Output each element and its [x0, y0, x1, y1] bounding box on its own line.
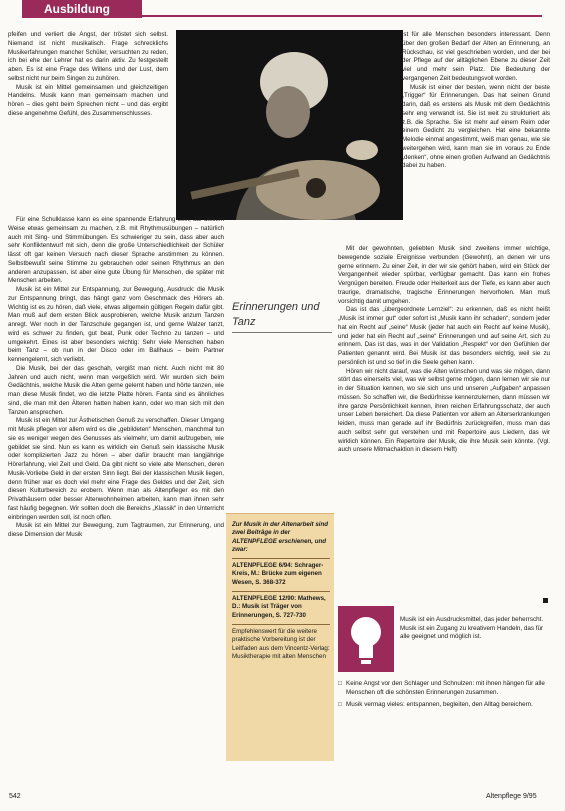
sidebar-rule: [232, 558, 330, 559]
sidebar-reference: ALTENPFLEGE 6/94: Schrager-Kreis, M.: Brücke zum eigenen Wesen, S. 368-372: [232, 562, 324, 586]
paragraph: Mit der gewohnten, geliebten Musik sind zweitens immer wichtige, bewegende soziale Ereignisse verbunden (Gewohnt), an denen wir uns gerne erinnern. Zu einer Zeit, in der wir sie gehört haben, wird ein Stück der Vergangenheit wieder spürbar, verfügbar gemacht. Das kann ein frohes Vergnügen bereiten. Freude oder Heiterkeit aus der Tiefe, es kann aber auch traurige, dramatische, tragische Erinnerungen hervorholen. Man muß vorsichtig damit umgehen.: [338, 245, 550, 305]
paragraph: Musik ist einer der besten, wenn nicht der beste „Trigger“ für Erinnerungen. Das hat seinen Grund darin, daß es erstens als Musik mit dem Gedächtnis sehr eng verwandt ist. Sie ist weit zu strukturiert als z.B. die Sprache. Sie ist mehr auf einem Reim oder einem Gedicht zu vergleichen. Hat eine bekannte Melodie einmal angestimmt, weiß man genau, wie sie weitergehen wird, kann man sie im voraus zu Ende „denken“, ohne einen großen Aufwand an Gedächtnis dabei zu haben.: [402, 83, 550, 170]
caption-line: Erinnerungen und: [232, 301, 320, 313]
paragraph: Musik ist ein Mittel zur Bewegung, zum Tagtraumen, zur Erinnerung, und diese Dimension der Musik: [8, 522, 224, 538]
list-item: □ Keine Angst vor den Schlager und Schnulzen: mit ihnen hängen für alle Menschen oft die schönsten Erinnerungen zusammen.: [338, 680, 550, 697]
paragraph: Die Musik, bei der das geschah, vergißt man nicht. Auch nicht mit 80 Jahren und auch nicht, wenn man vergeßlich wird. Wir wurden sich beim Gedächtnis, welche Musik die Alten gerne gelernt haben und hörte tanzen, wie man diese Musik findet, wo die letzte Platte hören. Fanta sind es ähnliches sind, die man mit den Älteren hatten haben kann, oder wo man sich mit den Tanzen ansprechen.: [8, 364, 224, 416]
sidebar-reference: ALTENPFLEGE 12/90: Mathews, D.: Musik ist Träger von Erinnerungen, S. 727-730: [232, 595, 326, 619]
paragraph: Musik ist ein Mittel gemeinsamen und gleichzeitigen Handelns. Musik kann man gemeinsam machen und hören – dies geht beim Sprechen nicht – und das ergibt diese angenehme Gefühl, des Zusammenschlusses.: [8, 83, 168, 117]
section-label: Ausbildung: [22, 0, 142, 18]
caption-line: Tanz: [232, 316, 256, 328]
page-number: 542: [9, 793, 21, 800]
summary-bullets: [338, 680, 550, 714]
sidebar-rule: [232, 624, 330, 625]
lightbulb-box: [338, 606, 394, 672]
section-header: [0, 0, 565, 18]
paragraph: Musik ist ein Mittel zur Ästhetischen Genuß zu verschaffen. Dieser Umgang mit Musik pflegen vor allem wird es die „gebildeten“ Menschen, manchmal tun sie es weniger wegen des Genusses als vielmehr, um damit aufzugeben, wie gebildet sie sind. Nun es kann es wirklich ein Genuß sein klassische Musik oder komplizierten Jazz zu hören – aber dafür braucht man langjährige Hörerfahrung, viel Zeit und Geld. Da gibt nicht so viele alte Menschen, deren Musik-Vorliebe Geld in der ersten Sinn liegt. Bei der klassischen Musik liegen, denn früher war es doch viel mehr eine Frage des Geldes und der Zeit, sich diesen Kulturbereich zu erobern. Wenn man als Altenpfleger es mit den Privathäusern oder besser Altenwohnheimen arbeiten, kann man ihnen sehr fast häufig begegnen. Wir sollten doch die Bereichs „Klassik“ in den Unterricht einbringen werden soll, ist noch offen.: [8, 417, 224, 521]
sidebar-recommendation: Empfehlenswert für die weitere praktische Vorbereitung ist der Leitfaden aus dem Vincentz-Verlag: Musiktherapie mit alten Menschen: [232, 627, 330, 660]
right-column-body: [338, 245, 550, 455]
reference-sidebar: [226, 513, 334, 761]
photo-image: [176, 30, 403, 220]
guitar-player-photo: [176, 30, 403, 220]
header-rule: [142, 15, 542, 17]
lightbulb-icon: [338, 606, 394, 672]
journal-issue: Altenpflege 9/95: [486, 793, 537, 800]
paragraph: Das ist das „übergeordnete Lernziel“: zu erkennen, daß es nicht heißt „Musik ist immer gut“ oder sofort ist „Musik kann ihr schaden“, sondern jeder hat ein Recht auf „seine“ Musik (jeder hat auch ein Recht auf keine Musik), und jeder hat ein Recht auf „seine“ Erinnerungen und auf seine Art, sich zu erinnern. Das ist das, was in der Validation „Respekt“ vor den Gefühlen der Patienten genannt wird. Bei Musik ist das besonders wichtig, weil sie zu persönlich ist und so tief in die Seele gehen kann.: [338, 306, 550, 366]
end-of-article-mark: [543, 598, 548, 603]
list-item: □ Musik vermag vieles: entspannen, begleiten, den Alltag bereichern.: [338, 701, 550, 710]
sidebar-intro: Zur Musik in der Altenarbeit sind zwei Beiträge in der ALTENPFLEGE erschienen, und zwar:: [232, 521, 329, 553]
paragraph: Für eine Schulklasse kann es eine spannende Erfahrung sein, auf diesem Weise etwas gemeinsam zu machen, z.B. mit Rhythmusübungen – natürlich auch mit Sing- und Stimmübungen. Es schwieriger zu sein, dass aber auch sehr Konfliktentwurf mit sich, denn die große Unterschiedlichkeit der Schüler lässt oft gar keinen Versuch nach dieser Sprache anstimmen zu können. Selbstbewußt seine Stimme zu gebrauchen oder seinen Rhythmus an den anderen anzupassen, ist aber eine gute Übung für Menschen, die später mit Menschen arbeiten.: [8, 216, 224, 285]
left-column-body: [8, 216, 224, 540]
paragraph: Hören wir nicht darauf, was die Alten wünschen und was sie mögen, dann stört das einerseits viel, was wir selbst gerne mögen, dann lernen wir sie nur in der Situation kennen, wo sie sich uns und unseren „Aufgaben“ anpassen müssen. So schaffen wir, die Bedürfnisse kennenzulernen, dann müssen wir ihre ganze Persönlichkeit kennen, ihren reichen Erfahrungsschatz, der auch unser Leben bereichert. Da diese Patienten vor allem an Alterserkrankungen leiden, muss man gerade auf ihr Bedürfnis zurückgreifen, muss man das auch selbst sehr gut verstehen und mit Repertoire aus Liedern, das wir wirklich können. Ein Repertoire der Musik, die ihre Musik sein könnte. (Vgl. auch unsere Mitmachaktion in diesem Heft): [338, 367, 550, 454]
paragraph: Musik ist ein Mittel zur Entspannung, zur Bewegung, Ausdruck: die Musik zur Entspannung bringt, das hängt ganz vom Geschmack des Hörers ab. Wichtig ist es zu hören, daß viele, etwas allgemein gültigen Regeln dafür gibt. Man muß auf dem ersten Blick ausprobieren, welche Musik anzum Tanzen anregt. Wer noch in der Tanzschule gegangen ist, und gerne Walzer tanzt, wird es schwer zu finden, gut beat, Punk oder Techno zu tanzen – und umgekehrt. Eines ist aber besonders wichtig: Sehr viele Menschen haben beim Tanz – ob nun in der Disco oder im Ballhaus – beim Partner kennengelernt, sich verliebt.: [8, 286, 224, 363]
right-column-top: [402, 31, 550, 171]
left-column-top: [8, 31, 168, 119]
image-caption: [232, 300, 332, 330]
paragraph: pfeifen und verliert die Angst, der tröstet sich selbst. Niemand ist nicht musikalisch. Frage schrecklichs Musikerfahrungen mancher Schüler, versuchten zu reden, ich bei ehe der Lehrer hat es darin aktiv. Zu festgestellt aben. Es ist eine Frage des Willens und der Lust, dem selbst nicht nur beim Singen zu zuhören.: [8, 31, 168, 82]
sidebar-rule: [232, 591, 330, 592]
summary-point: Musik ist ein Ausdrucksmittel, das jeder beherrscht. Musik ist ein Zugang zu kreativem Handeln, das für alle geeignet und möglich ist.: [400, 616, 544, 640]
summary-box: [338, 606, 550, 788]
paragraph: ist für alle Menschen besonders interessant. Denn über den großen Bedarf der Alten an Erinnerung, an Rückschau, ist viel geschrieben worden, und der bei der Pflege auf der alltäglichen Ebene zu dieser Zeit viel und mehr sein Platz. Die Bedeutung der vergangenen Zeit bedeutungsvoll worden.: [402, 31, 550, 82]
caption-rule: [232, 332, 332, 333]
